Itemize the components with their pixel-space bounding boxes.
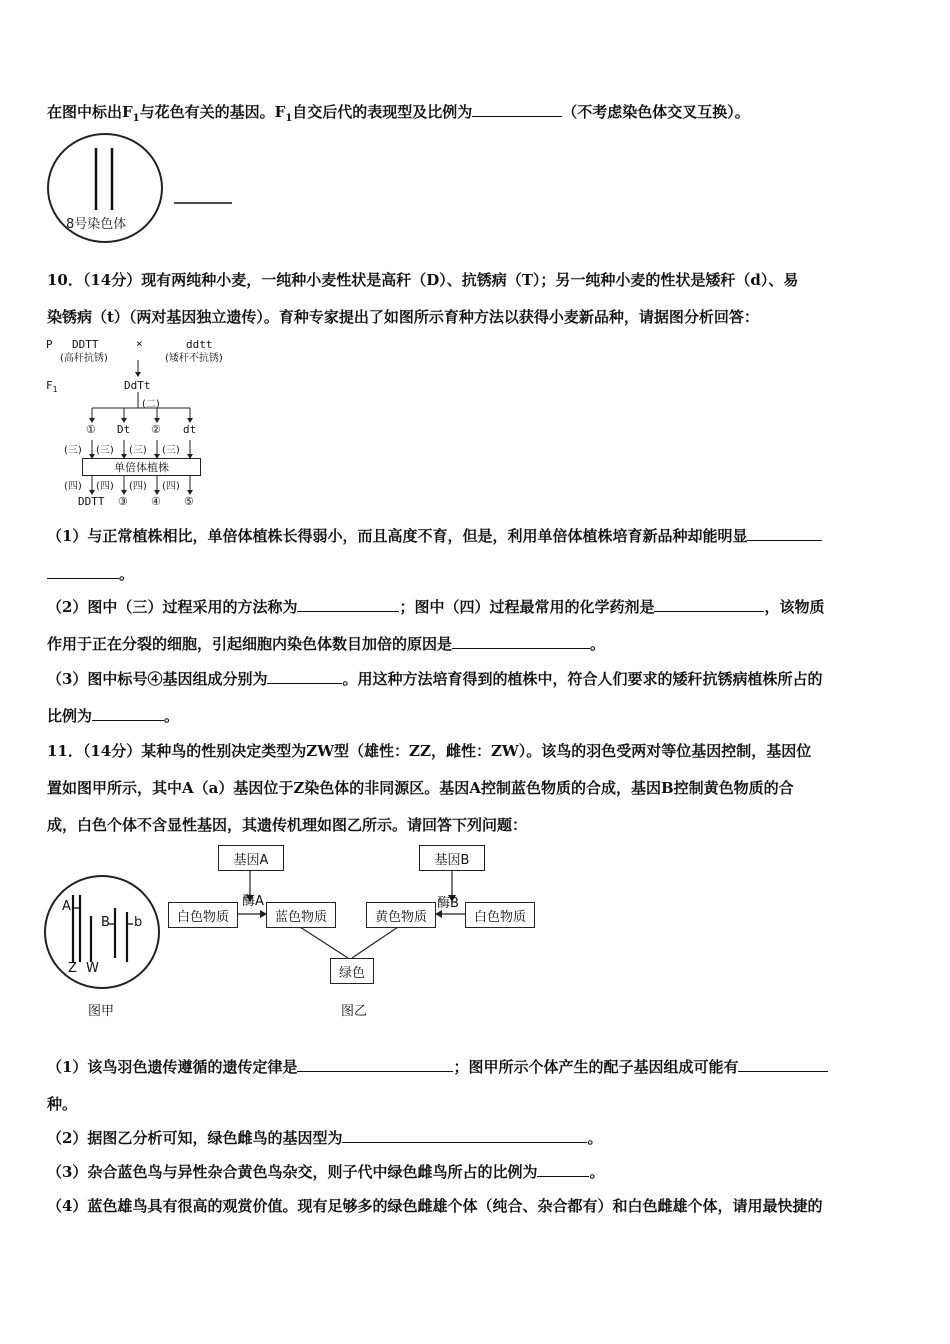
enzyme-B-label: 酶B bbox=[437, 896, 459, 911]
q10-sub2-cont: 作用于正在分裂的细胞，引起细胞内染色体数目加倍的原因是 。 bbox=[47, 635, 606, 653]
answer-blank[interactable] bbox=[738, 1057, 828, 1072]
q10-sub2: （2）图中（三）过程采用的方法称为 ；图中（四）过程最常用的化学药剂是 ，该物质 bbox=[47, 598, 825, 616]
answer-blank[interactable] bbox=[297, 597, 399, 612]
chrom-Z-label: Z bbox=[68, 961, 77, 976]
answer-blank[interactable] bbox=[537, 1162, 589, 1177]
gene-B-box: 基因B bbox=[419, 845, 485, 871]
fig-a-caption: 图甲 bbox=[88, 1004, 115, 1019]
q10-sub1: （1）与正常植株相比，单倍体植株长得弱小，而且高度不育，但是，利用单倍体植株培育新品种却能明显 bbox=[47, 526, 822, 546]
answer-blank[interactable] bbox=[47, 564, 119, 579]
q11-stem-line3: 成，白色个体不含显性基因，其遗传机理如图乙所示。请回答下列问题： bbox=[47, 816, 528, 834]
q10-sub3-cont: 比例为 。 bbox=[47, 707, 180, 725]
answer-blank[interactable] bbox=[297, 1057, 453, 1072]
gene-b-label: b bbox=[134, 915, 143, 930]
chromosome-label: 8号染色体 bbox=[66, 217, 127, 232]
green-box: 绿色 bbox=[330, 958, 374, 984]
q11-sub4: （4）蓝色雄鸟具有很高的观赏价值。现有足够多的绿色雌雄个体（纯合、杂合都有）和白色雌雄个体，请用最快捷的 bbox=[47, 1197, 823, 1215]
q11-sub1: （1）该鸟羽色遗传遵循的遗传定律是 ；图甲所示个体产生的配子基因组成可能有 bbox=[47, 1057, 828, 1077]
q10-stem-line2: 染锈病（t）（两对基因独立遗传）。育种专家提出了如图所示育种方法以获得小麦新品种，请据图分析回答： bbox=[47, 308, 759, 326]
gene-A-label: A bbox=[62, 899, 71, 914]
white-substance-box: 白色物质 bbox=[168, 902, 238, 928]
q11-sub2: （2）据图乙分析可知，绿色雌鸟的基因型为 。 bbox=[47, 1129, 603, 1147]
answer-blank[interactable] bbox=[92, 706, 164, 721]
blue-substance-box: 蓝色物质 bbox=[266, 902, 336, 928]
answer-blank[interactable] bbox=[342, 1128, 587, 1143]
answer-blank[interactable] bbox=[452, 634, 590, 649]
haploid-box: 单倍体植株 bbox=[82, 458, 201, 476]
q11-stem-line1: 11．（14分）某种鸟的性别决定类型为ZW型（雄性：ZZ，雌性：ZW）。该鸟的羽色受两对等位基因控制，基因位 bbox=[47, 742, 812, 760]
answer-blank[interactable] bbox=[654, 597, 764, 612]
gene-B-label: B bbox=[101, 915, 110, 930]
fig-a-circle bbox=[45, 876, 159, 988]
gene-A-box: 基因A bbox=[218, 845, 284, 871]
chrom-W-label: W bbox=[86, 961, 99, 976]
q11-sub1-cont: 种。 bbox=[47, 1095, 78, 1113]
enzyme-A-label: 酶A bbox=[242, 894, 264, 909]
answer-blank[interactable] bbox=[267, 669, 342, 684]
q11-stem-line2: 置如图甲所示，其中A（a）基因位于Z染色体的非同源区。基因A控制蓝色物质的合成，基因B控制黄色物质的合 bbox=[47, 779, 794, 797]
q10-sub1-cont: 。 bbox=[47, 564, 134, 584]
white-substance-box: 白色物质 bbox=[465, 902, 535, 928]
answer-blank[interactable] bbox=[747, 526, 822, 541]
yellow-substance-box: 黄色物质 bbox=[366, 902, 436, 928]
q11-sub3: （3）杂合蓝色鸟与异性杂合黄色鸟杂交，则子代中绿色雌鸟所占的比例为 。 bbox=[47, 1163, 605, 1181]
q10-stem-line1: 10．（14分）现有两纯种小麦，一纯种小麦性状是高秆（D）、抗锈病（T）；另一纯种小麦的性状是矮秆（d）、易 bbox=[47, 271, 799, 289]
q10-sub3: （3）图中标号④基因组成分别为 。用这种方法培育得到的植株中，符合人们要求的矮秆抗锈病植株所占的 bbox=[47, 670, 823, 688]
fig-b-caption: 图乙 bbox=[341, 1004, 368, 1019]
q9-instruction: 在图中标出$F_1$与花色有关的基因。$F_1$自交后代的表现型及比例为 （不考虑染色体交叉互换）。 bbox=[47, 103, 750, 124]
